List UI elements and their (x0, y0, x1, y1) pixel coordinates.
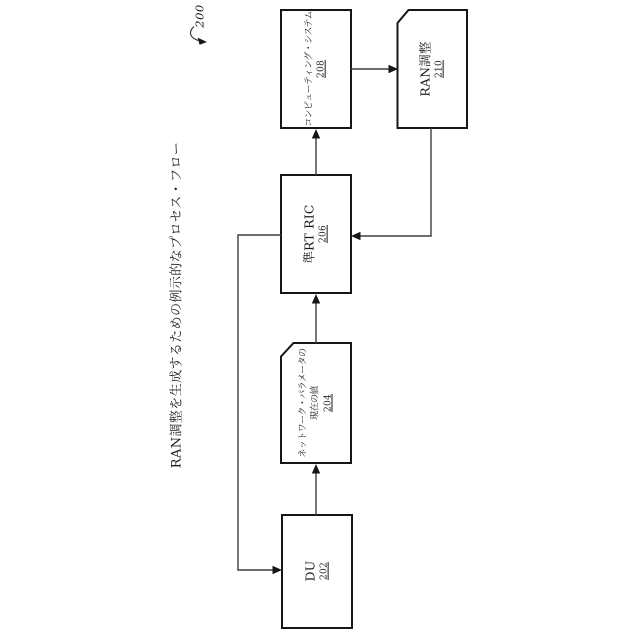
flow-line-ric-to-du (238, 235, 281, 570)
arrowhead-ric-to-computing (312, 129, 320, 139)
computing-system-ref: 208 (317, 59, 327, 79)
arrowhead-ran-to-ric (351, 232, 361, 240)
flow-line-ran-to-ric (359, 128, 431, 236)
figure-caption (171, 142, 186, 469)
ran-adjustment-label: RAN調整 (417, 41, 433, 97)
network-parameters-ref: 204 (323, 393, 334, 413)
arrowhead-figure-leader (198, 38, 207, 45)
du-label: DU (302, 560, 318, 582)
computing-system-label: コンピューティング・システム (304, 11, 315, 127)
figure-number-text: 200 (192, 4, 207, 28)
network-parameters-label-line2: 現在の値 (310, 386, 321, 420)
figure-number-leader-arrow (190, 27, 198, 41)
ran-adjustment-label-group (419, 41, 446, 96)
figure-number (193, 4, 206, 27)
arrowhead-ric-to-du (273, 566, 283, 574)
du-label-group (304, 561, 331, 582)
network-parameters-label-group (298, 349, 333, 458)
ran-adjustment-ref: 210 (435, 59, 446, 79)
near-rt-ric-ref: 206 (319, 224, 330, 244)
arrowhead-network-to-ric (312, 294, 320, 304)
arrowhead-du-to-network (312, 464, 320, 474)
du-ref: 202 (320, 561, 331, 581)
near-rt-ric-label: 準RT RIC (301, 204, 317, 264)
computing-system-label-group (305, 11, 328, 127)
near-rt-ric-label-group (303, 204, 330, 263)
figure-caption-text: RAN調整を生成するための例示的なプロセス・フロー (169, 141, 185, 469)
network-parameters-label-line1: ネットワーク・パラメータの (298, 348, 309, 458)
